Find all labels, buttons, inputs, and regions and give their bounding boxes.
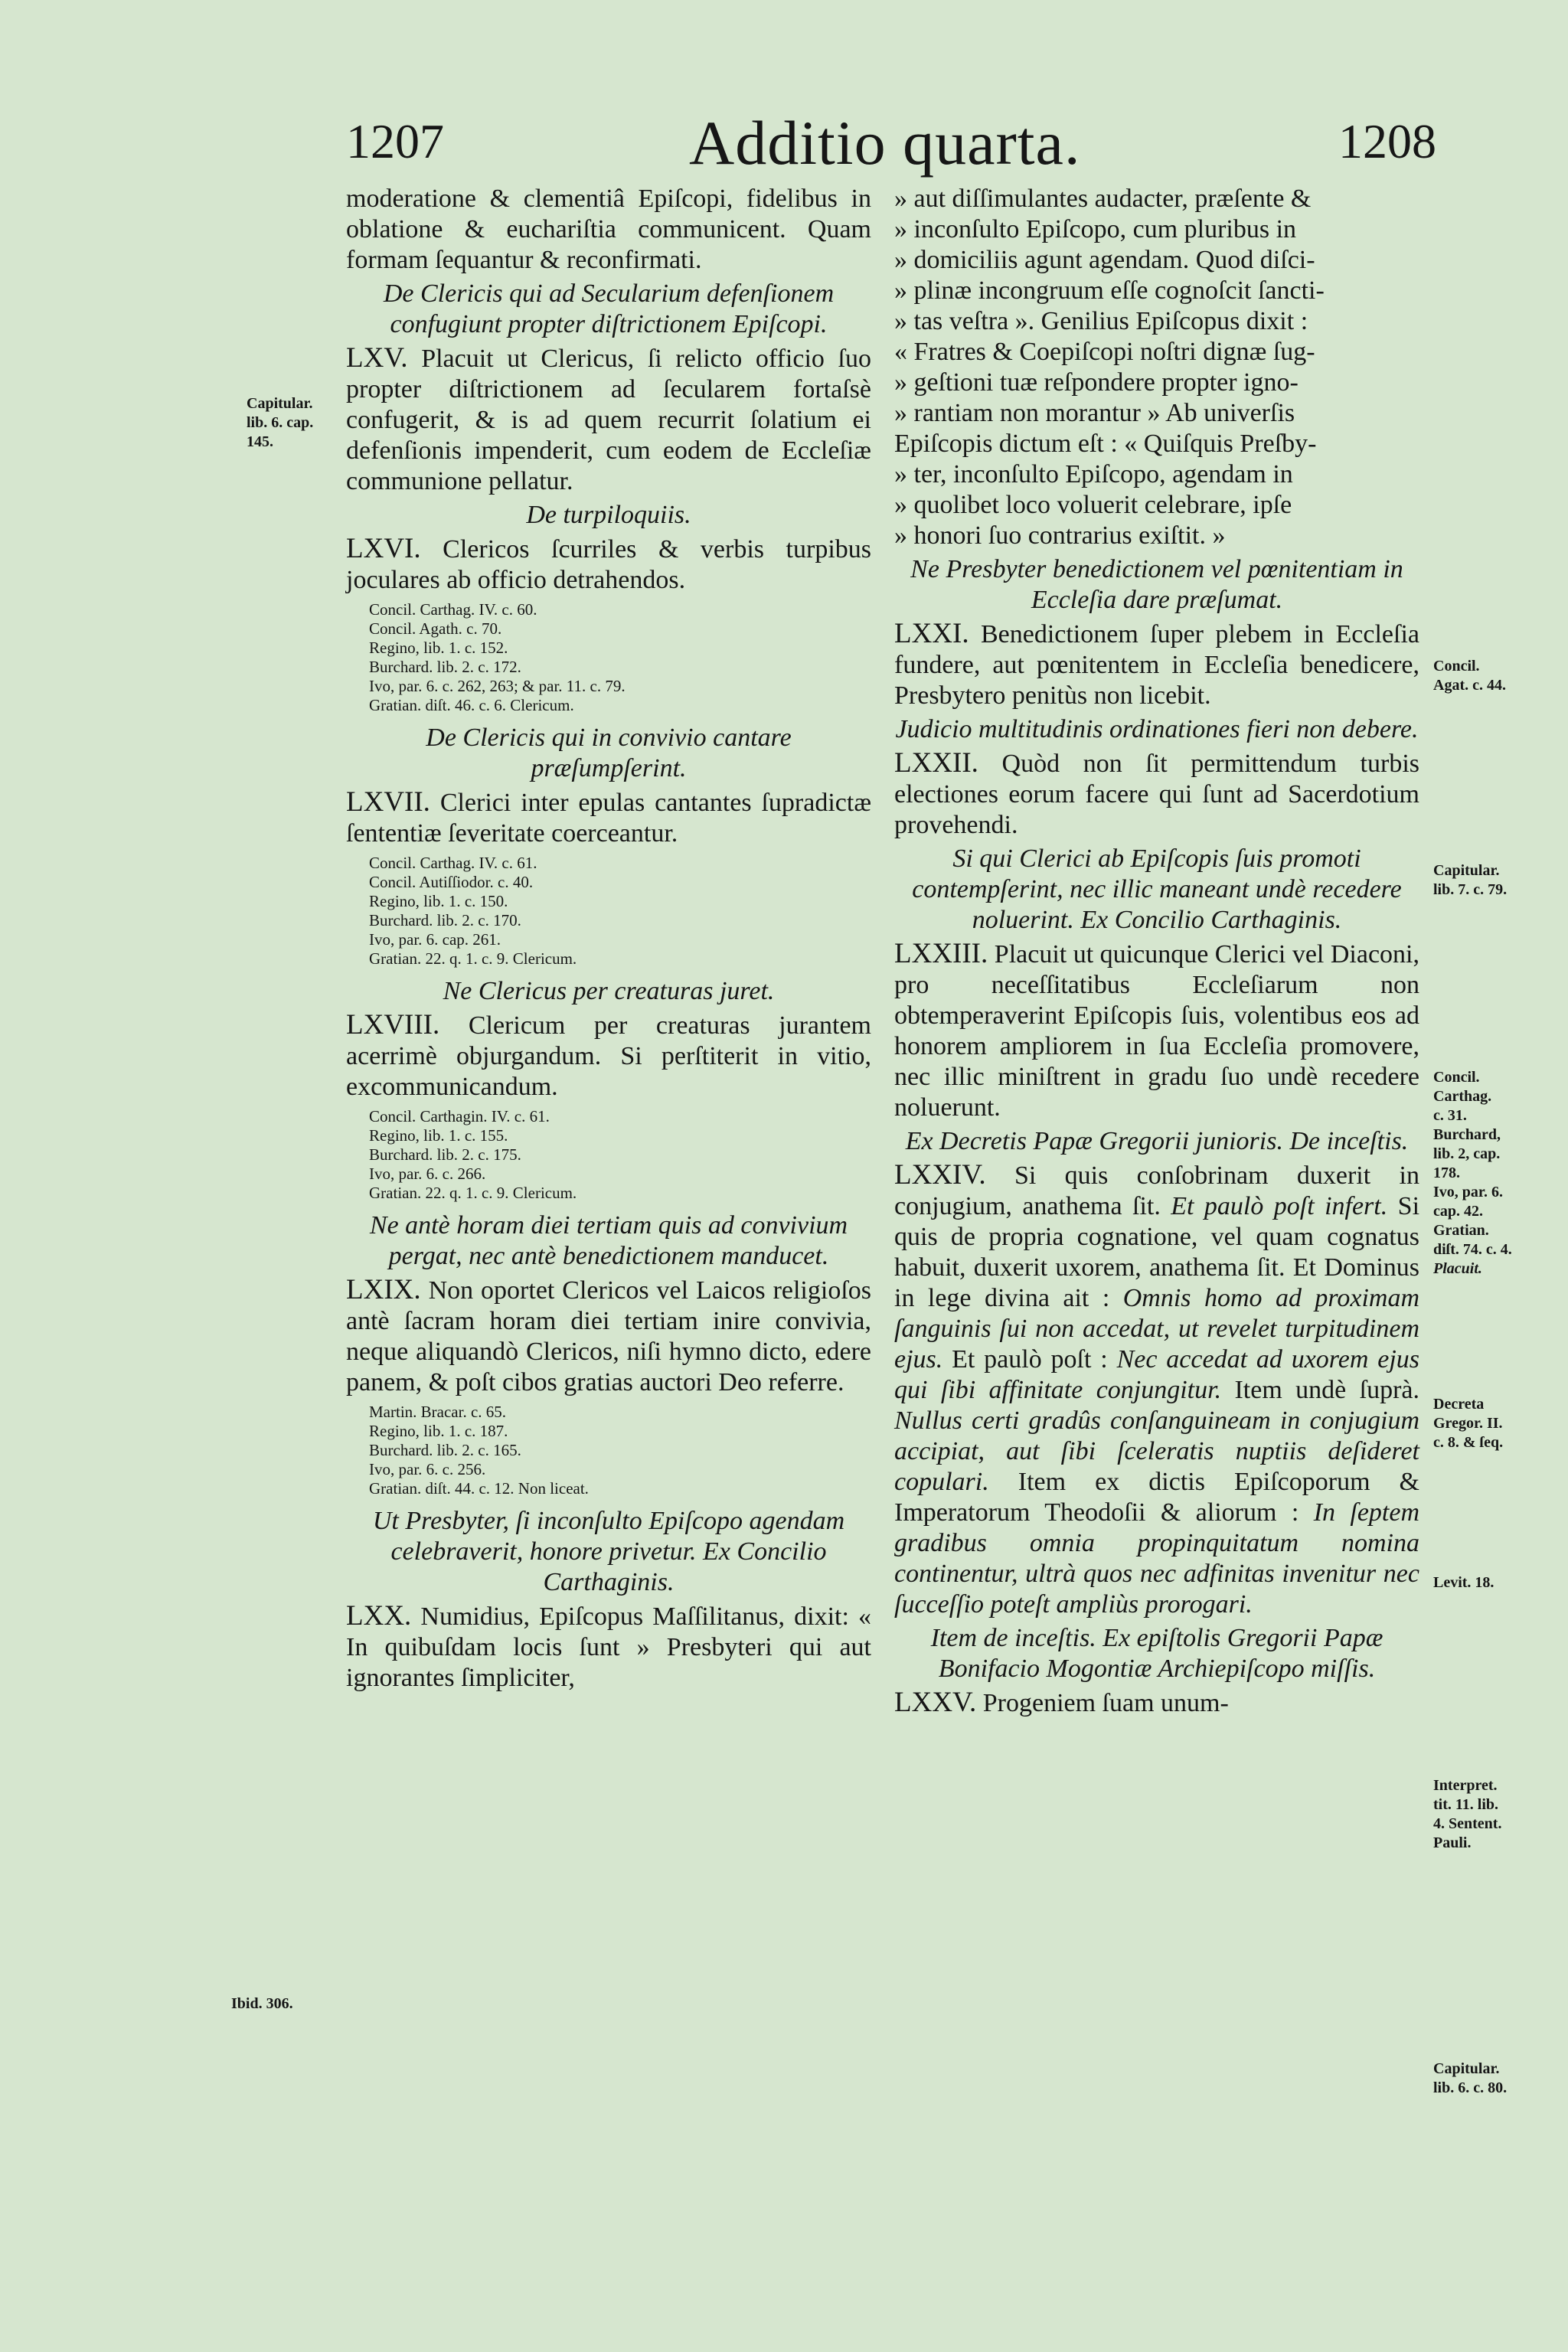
quote-line: » geſtioni tuæ reſpondere propter igno- (894, 368, 1298, 397)
page-number-right: 1208 (1338, 114, 1436, 168)
reference-line: Burchard. lib. 2. c. 172. (369, 658, 521, 676)
quote-line: » domiciliis agunt agendam. Quod diſci- (894, 246, 1315, 274)
canon-number-75: LXXV. (894, 1687, 977, 1718)
reference-line: Gratian. diſt. 44. c. 12. Non liceat. (369, 1479, 589, 1498)
quote-line: Epiſcopis dictum eſt : « Quiſquis Preſby- (894, 430, 1317, 458)
quote-line: « Fratres & Coepiſcopi noſtri dignæ ſug- (894, 338, 1315, 366)
canon-text-74j: In ſeptem gradibus omnia propinquitatum nomina continentur, ultrà quos nec adfinitas invenitur nec ſucceſſio poteſt ampliùs prorogari. (894, 1498, 1420, 1619)
margin-line: Burchard, (1433, 1126, 1501, 1143)
left-column (346, 184, 871, 1697)
reference-line: Concil. Carthag. IV. c. 60. (369, 600, 537, 619)
canon-text-75: Progeniem ſuam unum- (982, 1689, 1229, 1717)
reference-line: Concil. Carthag. IV. c. 61. (369, 854, 537, 872)
canon-75 (894, 1687, 1419, 1719)
reference-line: Regino, lib. 1. c. 187. (369, 1422, 508, 1440)
margin-line: cap. 42. (1433, 1203, 1483, 1220)
canon-number-69: LXIX. (346, 1274, 421, 1305)
canon-text-74a: Si quis conſobrinam duxerit in conjugium, anathema ſit. (894, 1161, 1419, 1220)
reference-line: Burchard. lib. 2. c. 170. (369, 911, 521, 929)
margin-note-74 (1433, 1395, 1503, 1452)
canon-text-74b: Et paulò poſt infert. (1171, 1192, 1388, 1220)
margin-note-75 (1433, 2060, 1507, 2098)
margin-note-70 (231, 1994, 293, 2014)
quote-line: » tas veſtra ». Genilius Epiſcopus dixit : (894, 307, 1308, 335)
canon-70 (346, 1601, 871, 1694)
canon-text-67: Clerici inter epulas cantantes ſupradictæ ſententiæ ſeveritate coerceantur. (346, 789, 871, 848)
reference-line: Ivo, par. 6. c. 256. (369, 1460, 486, 1478)
margin-line: tit. 11. lib. (1433, 1796, 1499, 1813)
canon-66 (346, 534, 871, 596)
reference-line: Regino, lib. 1. c. 152. (369, 639, 508, 657)
heading-74: Ex Decretis Papæ Gregorii junioris. De inceſtis. (905, 1127, 1409, 1155)
margin-line: 178. (1433, 1165, 1460, 1181)
reference-line: Concil. Agath. c. 70. (369, 619, 502, 638)
right-column (894, 184, 1419, 1722)
canon-text-68: Clericum per creaturas jurantem acerrimè objurgandum. Si perſtiterit in vitio, excommunicandum. (346, 1011, 872, 1101)
page-header (0, 107, 1568, 191)
reference-line: Concil. Carthagin. IV. c. 61. (369, 1107, 550, 1125)
canon-71 (894, 619, 1419, 711)
canon-text-70: Numidius, Epiſcopus Maſſilitanus, dixit: « In quibuſdam locis ſunt » Presbyteri qui aut ignorantes ſimpliciter, (346, 1602, 872, 1692)
canon-text-74g: Item undè ſuprà. (1234, 1376, 1420, 1404)
margin-line: lib. 6. c. 80. (1433, 2079, 1508, 2096)
references-66 (369, 600, 871, 715)
reference-line: Ivo, par. 6. c. 266. (369, 1165, 486, 1183)
heading-69: Ne antè horam diei tertiam quis ad convivium pergat, nec antè benedictionem manducet. (369, 1211, 848, 1270)
page-number-left: 1207 (346, 114, 444, 168)
heading-75: Item de inceſtis. Ex epiſtolis Gregorii Papæ Bonifacio Mogontiæ Archiepiſcopo miſſis. (930, 1624, 1383, 1683)
canon-text-74e: Et paulò poſt : (952, 1345, 1108, 1374)
margin-line: lib. 2, cap. (1433, 1145, 1501, 1162)
margin-note-65 (247, 394, 313, 452)
heading-70: Ut Presbyter, ſi inconſulto Epiſcopo agendam celebraverit, honore privetur. Ex Concilio Carthaginis. (372, 1507, 845, 1596)
margin-line: Decreta (1433, 1396, 1485, 1413)
margin-line: 4. Sentent. (1433, 1815, 1502, 1832)
canon-number-68: LXVIII. (346, 1009, 440, 1040)
canon-text-74f: Nec accedat ad uxorem ejus qui ſibi affinitate conjungitur. (894, 1345, 1420, 1404)
reference-line: Martin. Bracar. c. 65. (369, 1403, 507, 1421)
margin-line: Capitular. (247, 395, 313, 412)
canon-73 (894, 939, 1419, 1123)
margin-line: Gratian. (1433, 1222, 1489, 1239)
canon-text-66: Clericos ſcurriles & verbis turpibus joculares ab officio detrahendos. (346, 535, 872, 594)
quote-line: » rantiam non morantur » Ab univerſis (894, 399, 1295, 427)
reference-line: Concil. Autiſſiodor. c. 40. (369, 873, 534, 891)
margin-line: Pauli. (1433, 1834, 1472, 1851)
margin-line: c. 8. & ſeq. (1433, 1434, 1504, 1451)
references-67 (369, 854, 871, 969)
margin-line: Agat. c. 44. (1433, 677, 1506, 694)
canon-text-72: Quòd non ſit permittendum turbis electiones eorum facere qui ſunt ad Sacerdotium provehendi. (894, 750, 1420, 839)
margin-line: diſt. 74. c. 4. (1433, 1241, 1512, 1258)
heading-68: Ne Clericus per creaturas juret. (443, 977, 775, 1005)
quote-line: » aut diſſimulantes audacter, præſente & (894, 185, 1312, 213)
heading-65: De Clericis qui ad Secularium defenſionem confugiunt propter diſtrictionem Epiſcopi. (383, 279, 835, 338)
heading-66: De turpiloquiis. (526, 501, 691, 529)
canon-number-67: LXVII. (346, 786, 430, 818)
reference-line: Ivo, par. 6. c. 262, 263; & par. 11. c. 79. (369, 677, 626, 695)
canon-68 (346, 1010, 871, 1102)
reference-line: Regino, lib. 1. c. 150. (369, 892, 508, 910)
canon-number-74: LXXIV. (894, 1159, 986, 1191)
canon-69 (346, 1275, 871, 1398)
margin-line: Gregor. II. (1433, 1415, 1503, 1432)
quote-line: » honori ſuo contrarius exiſtit. » (894, 521, 1226, 550)
reference-line: Regino, lib. 1. c. 155. (369, 1126, 508, 1145)
reference-line: Ivo, par. 6. cap. 261. (369, 930, 501, 949)
references-69 (369, 1403, 871, 1498)
margin-line: Placuit. (1433, 1260, 1482, 1277)
margin-line: Levit. 18. (1433, 1574, 1494, 1591)
canon-72 (894, 748, 1419, 841)
canon-number-73: LXXIII. (894, 938, 988, 969)
reference-line: Gratian. diſt. 46. c. 6. Clericum. (369, 696, 574, 714)
reference-line: Gratian. 22. q. 1. c. 9. Clericum. (369, 1184, 577, 1202)
margin-line: Interpret. (1433, 1777, 1498, 1794)
canon-number-66: LXVI. (346, 533, 421, 564)
margin-line: Ivo, par. 6. (1433, 1184, 1503, 1200)
running-title: Additio quarta. (689, 108, 1081, 178)
paragraph-continuation: moderatione & clementiâ Epiſcopi, fidelibus in oblatione & euchariſtia communicent. Quam formam ſequantur & reconfirmati. (346, 185, 871, 274)
references-68 (369, 1107, 871, 1203)
canon-74 (894, 1160, 1419, 1620)
canon-text-74i: Item ex dictis Epiſcoporum & Imperatorum Theodoſii & aliorum : (894, 1468, 1420, 1527)
reference-line: Burchard. lib. 2. c. 165. (369, 1441, 521, 1459)
heading-72: Judicio multitudinis ordinationes fieri non debere. (895, 715, 1419, 743)
margin-line: Concil. (1433, 658, 1480, 675)
margin-line: lib. 7. c. 79. (1433, 881, 1508, 898)
canon-number-65: LXV. (346, 342, 408, 374)
margin-note-72 (1433, 861, 1507, 900)
quote-line: » plinæ incongruum eſſe cognoſcit ſancti- (894, 276, 1325, 305)
margin-line: Concil. (1433, 1069, 1480, 1086)
margin-note-73 (1433, 1068, 1512, 1279)
canon-67 (346, 787, 871, 849)
margin-note-74c (1433, 1776, 1501, 1853)
margin-note-74b (1433, 1573, 1494, 1592)
quote-line: » inconſulto Epiſcopo, cum pluribus in (894, 215, 1297, 243)
margin-note-71 (1433, 657, 1506, 695)
margin-line: 145. (247, 433, 273, 450)
canon-65 (346, 343, 871, 497)
heading-67: De Clericis qui in convivio cantare præſumpſerint. (426, 724, 792, 782)
margin-line: Capitular. (1433, 2060, 1500, 2077)
margin-line: c. 31. (1433, 1107, 1467, 1124)
canon-70-continuation (894, 184, 1419, 551)
reference-line: Gratian. 22. q. 1. c. 9. Clericum. (369, 949, 577, 968)
canon-text-74d: Omnis homo ad proximam ſanguinis ſui non accedat, ut revelet turpitudinem ejus. (894, 1284, 1420, 1374)
canon-text-65: Placuit ut Clericus, ſi relicto officio ſuo propter diſtrictionem ad ſecularem fortaſsè confugerit, & is ad quem recurrit ſolatium ei defenſionis impenderit, cum eodem de Eccleſiæ communione pellatur. (346, 345, 871, 495)
margin-line: lib. 6. cap. (247, 414, 314, 431)
canon-text-71: Benedictionem ſuper plebem in Eccleſia fundere, aut pœnitentem in Eccleſia benedicere, Presbytero penitùs non licebit. (894, 620, 1419, 710)
canon-text-74h: Nullus certi gradûs conſanguineam in conjugium accipiat, aut ſibi ſceleratis nuptiis deſideret copulari. (894, 1406, 1419, 1496)
canon-number-70: LXX. (346, 1600, 412, 1632)
canon-text-73: Placuit ut quicunque Clerici vel Diaconi, pro neceſſitatibus Eccleſiarum non obtemperaverint Epiſcopis ſuis, volentibus eos ad honorem ampliorem in ſua Eccleſia promovere, nec illic miniſtrent in gradu ſuo undè recedere noluerunt. (894, 940, 1419, 1122)
quote-line: » ter, inconſulto Epiſcopo, agendam in (894, 460, 1293, 488)
canon-number-72: LXXII. (894, 747, 978, 779)
reference-line: Burchard. lib. 2. c. 175. (369, 1145, 521, 1164)
heading-73: Si qui Clerici ab Epiſcopis ſuis promoti contempſerint, nec illic maneant undè recedere noluerint. Ex Concilio Carthaginis. (912, 844, 1402, 934)
heading-71: Ne Presbyter benedictionem vel pœnitentiam in Eccleſia dare præſumat. (910, 555, 1403, 614)
margin-line: Carthag. (1433, 1088, 1492, 1105)
quote-line: » quolibet loco voluerit celebrare, ipſe (894, 491, 1292, 519)
canon-text-69: Non oportet Clericos vel Laicos religioſos antè ſacram horam diei tertiam inire convivia, neque aliquandò Clericos, niſi hymno dicto, edere panem, & poſt cibos gratias auctori Deo referre. (346, 1276, 871, 1396)
canon-text-74c: Si quis de propria cognatione, vel quam cognatus habuit, duxerit uxorem, anathema ſit. Et Dominus in lege divina ait : (894, 1192, 1420, 1312)
canon-number-71: LXXI. (894, 618, 969, 649)
margin-line: Capitular. (1433, 862, 1500, 879)
margin-line: Ibid. 306. (231, 1995, 293, 2012)
